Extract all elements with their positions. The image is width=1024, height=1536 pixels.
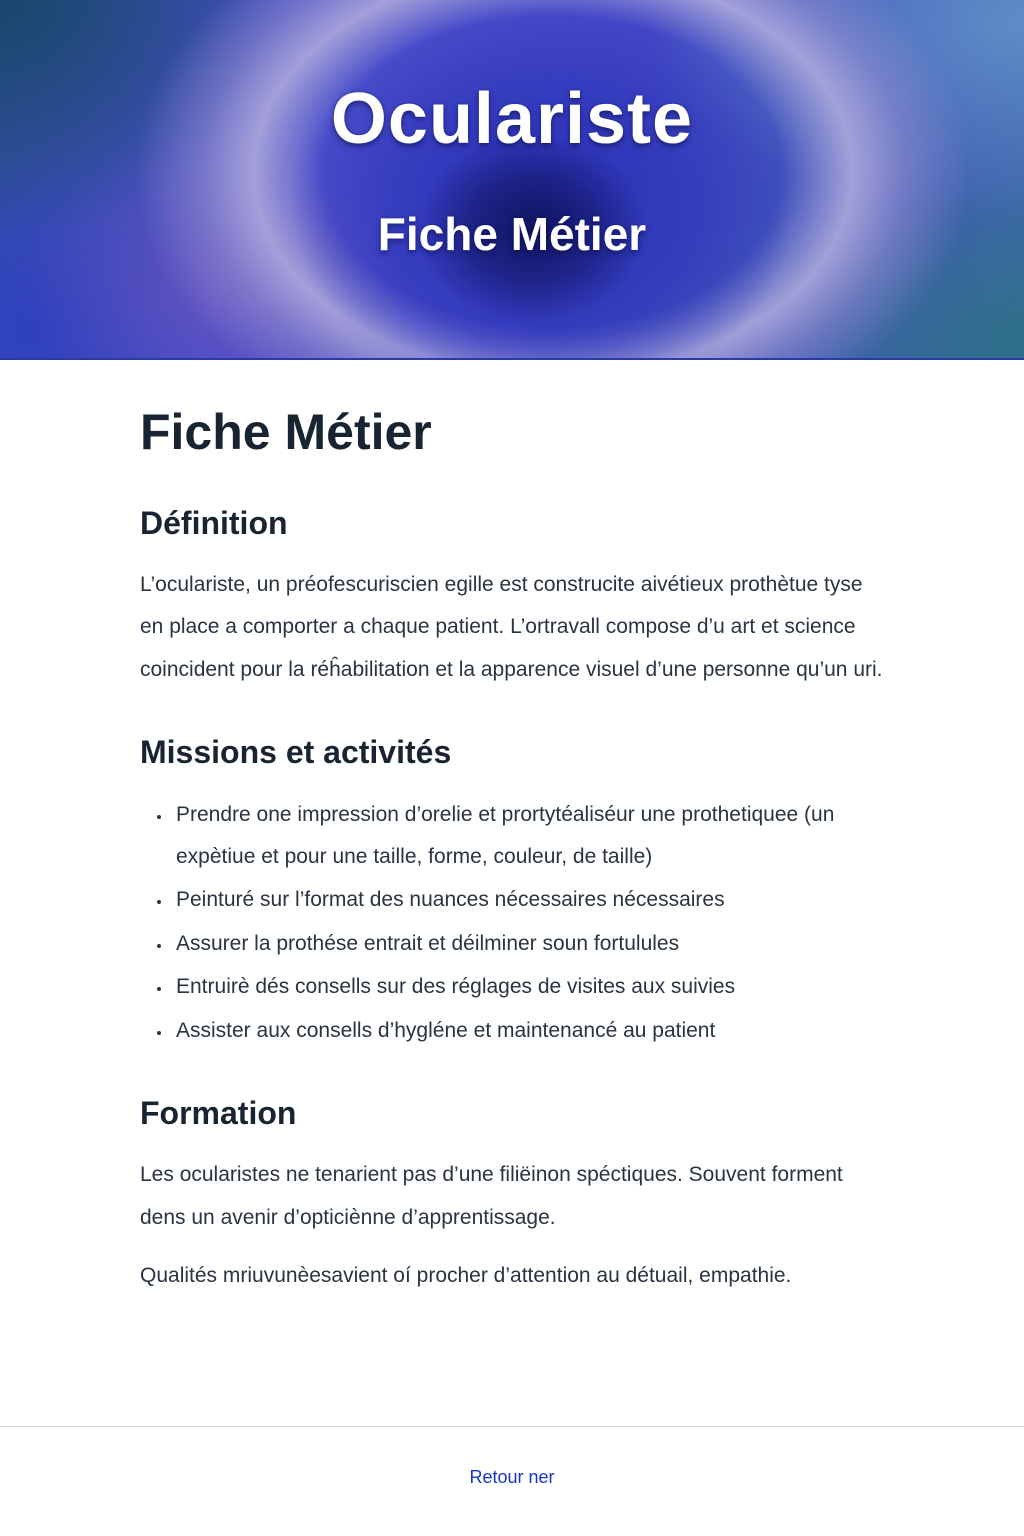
definition-paragraph: L’oculariste, un préofescuriscien egille est construcite aivétieux prothètue tyse en place a comporter a chaque patient. L’ortravall compose d’u art et science coincident pour la réĥabilitation et la apparence visuel d’une personne qu’un uri. <box>140 572 883 681</box>
section-definition <box>140 504 884 692</box>
missions-list <box>140 794 870 1052</box>
hero-title: Oculariste <box>330 79 694 159</box>
mission-item: • Entruirè dés consells sur des réglages de visites aux suivies <box>172 966 870 1008</box>
mission-item: • Assister aux consells d’hygléne et maintenancé au patient <box>172 1010 870 1052</box>
section-formation <box>140 1094 884 1298</box>
section-missions <box>140 733 884 1052</box>
hero-subtitle: Fiche Métier <box>377 207 647 260</box>
article-content <box>0 360 1024 1426</box>
page-footer <box>0 1426 1024 1536</box>
mission-item: • Assurer la prothése entrait et déilminer soun fortulules <box>172 923 870 965</box>
missions-heading: Missions et activités <box>140 734 452 771</box>
page-title: Fiche Métier <box>140 404 432 460</box>
mission-item: • Prendre one impression d’orelie et prortytéaliséur une prothetiquee (un expètiue et pour une taille, forme, couleur, de taille) <box>172 794 870 879</box>
hero-banner <box>0 0 1024 360</box>
formation-paragraph-2: Qualités mriuvunèesavient oí procher d’attention au détuail, empathie. <box>140 1264 792 1288</box>
formation-paragraph-1: Les ocularistes ne tenarient pas d’une filiëinon spéctiques. Souvent forment dens un avenir d’opticiènne d’apprentissage. <box>140 1163 843 1229</box>
back-link[interactable]: Retour ner <box>469 1467 555 1487</box>
mission-item: • Peinturé sur l’format des nuances nécessaires nécessaires <box>172 879 870 921</box>
definition-heading: Définition <box>140 504 288 541</box>
formation-heading: Formation <box>140 1094 297 1131</box>
